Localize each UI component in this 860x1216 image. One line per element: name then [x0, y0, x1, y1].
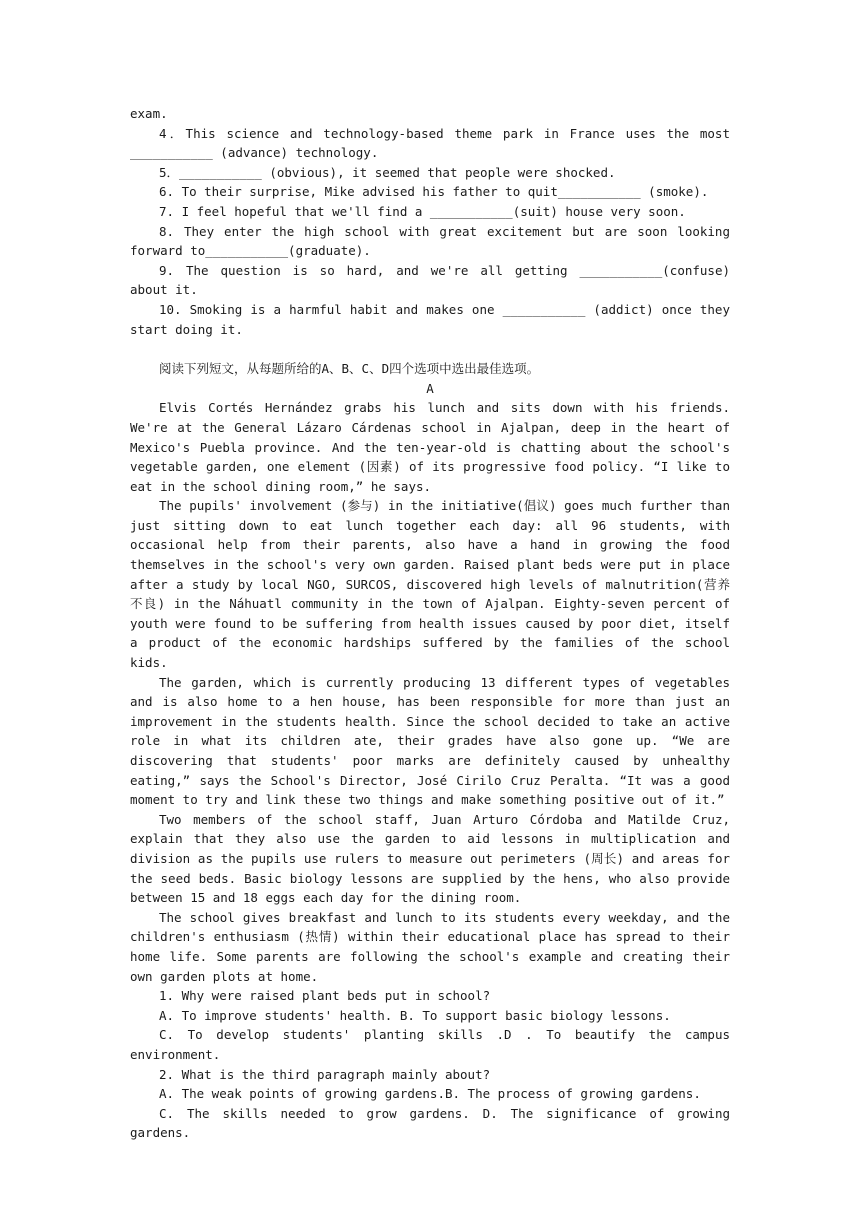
fill-in-item-10: 10. Smoking is a harmful habit and makes one ___________ (addict) once they start doing it. [130, 301, 730, 337]
question-1-options-ab: A. To improve students' health. B. To support basic biology lessons. [159, 1007, 671, 1023]
exam-line: exam. [130, 106, 168, 121]
passage-paragraph-2: The pupils' involvement (参与) in the initiative(倡议) goes much further than just sitting down to eat lunch together each day: all 96 students, with occasional help from their parents, also have a hand in growing the food themselves in the school's very own garden. Raised plant beds were put in place after a study by local NGO, SURCOS, discovered high levels of malnutrition(营养不良) in the Náhuatl community in the town of Ajalpan. Eighty-seven percent of youth were found to be suffering from health issues caused by poor diet, itself a product of the economic hardships suffered by the families of the school kids. [130, 498, 730, 671]
passage-paragraph-3: The garden, which is currently producing 13 different types of vegetables and is also home to a hen house, has been responsible for more than just an improvement in the students health. Since the school decided to take an active role in what its children ate, their grades have also gone up. “We are discovering that students' poor marks are definitely caused by unhealthy eating,” says the School's Director, José Cirilo Cruz Peralta. “It was a good moment to try and link these two things and make something positive out of it.” [130, 674, 730, 808]
question-2-options-ab: A. The weak points of growing gardens.B. The process of growing gardens. [159, 1086, 701, 1102]
question-2-options-cd: C. The skills needed to grow gardens. D. The significance of growing gardens. [130, 1105, 730, 1141]
question-2: 2. What is the third paragraph mainly about? [159, 1066, 491, 1082]
passage-paragraph-5: The school gives breakfast and lunch to its students every weekday, and the children's enthusiasm (热情) within their educational place has spread to their home life. Some parents are following the school's example and creating their own garden plots at home. [130, 909, 730, 984]
fill-in-item-9: 9. The question is so hard, and we're all getting ___________(confuse) about it. [130, 262, 730, 298]
fill-in-item-6: 6. To their surprise, Mike advised his father to quit___________ (smoke). [159, 184, 709, 200]
question-1: 1. Why were raised plant beds put in school? [159, 988, 491, 1004]
passage-paragraph-4: Two members of the school staff, Juan Arturo Córdoba and Matilde Cruz, explain that they also use the garden to aid lessons in multiplication and division as the pupils use rulers to measure out perimeters (周长) and areas for the seed beds. Basic biology lessons are supplied by the hens, who also provide between 15 and 18 eggs each day for the dining room. [130, 811, 730, 906]
fill-in-item-5: 5．___________ (obvious), it seemed that people were shocked. [159, 164, 616, 180]
passage-label: A [426, 380, 434, 396]
document-page [130, 104, 730, 1143]
question-1-options-cd: C. To develop students' planting skills .D . To beautify the campus environment. [130, 1027, 730, 1062]
fill-in-item-7: 7. I feel hopeful that we'll find a ___________(suit) house very soon. [159, 203, 686, 219]
fill-in-item-4: 4．This science and technology-based theme park in France uses the most ___________ (advance) technology. [130, 125, 730, 161]
passage-paragraph-1: Elvis Cortés Hernández grabs his lunch and sits down with his friends. We're at the General Lázaro Cárdenas school in Ajalpan, deep in the heart of Mexico's Puebla province. And the ten-year-old is chatting about the school's vegetable garden, one element (因素) of its progressive food policy. “I like to eat in the school dining room,” he says. [130, 400, 730, 494]
fill-in-item-8: 8. They enter the high school with great excitement but are soon looking forward to___________(graduate). [130, 223, 730, 259]
reading-instruction: 阅读下列短文，从每题所给的A、B、C、D四个选项中选出最佳选项。 [159, 361, 540, 377]
section-gap [130, 339, 730, 359]
